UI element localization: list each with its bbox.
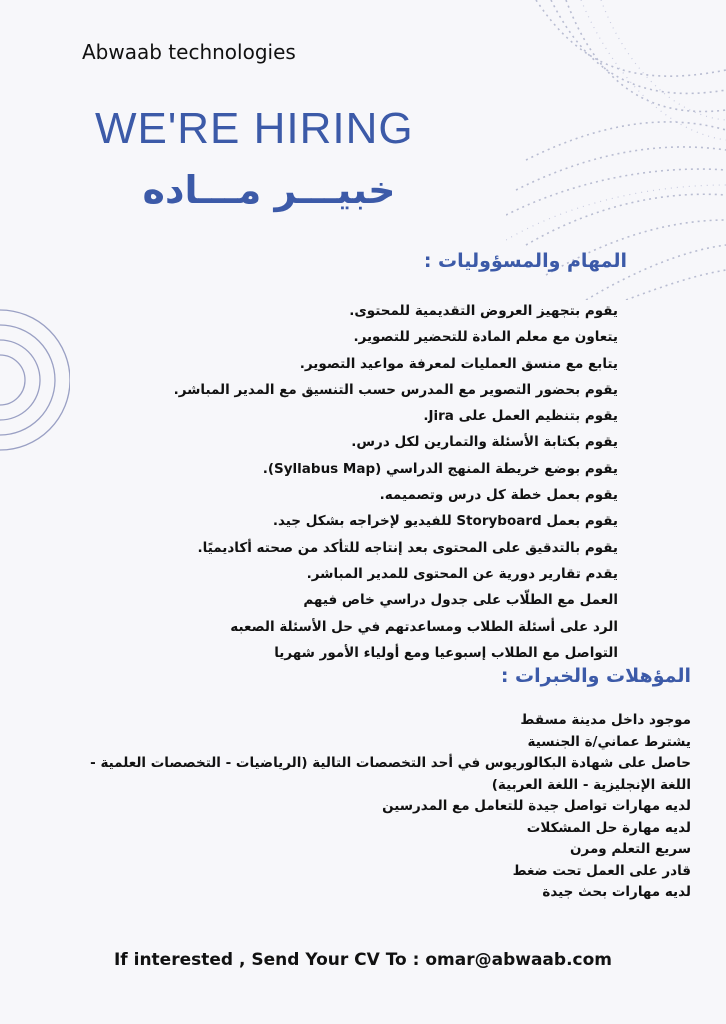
responsibility-item: يتابع مع منسق العمليات لمعرفة مواعيد التصوير. [299,355,618,372]
responsibilities-list [98,298,618,666]
qualification-item: موجود داخل مدينة مسقط [520,712,691,728]
qualifications-heading: المؤهلات والخبرات : [500,665,691,687]
contact-footer: If interested , Send Your CV To : omar@abwaab.com [113,950,612,970]
responsibility-item: يقوم بكتابة الأسئلة والتمارين لكل درس. [351,434,618,451]
job-title: خبيـــر مـــاده [142,168,396,212]
arc-lines-decoration [0,290,70,470]
responsibility-item: الرد على أسئلة الطلاب ومساعدتهم في حل الأسئلة الصعبه [230,618,618,635]
responsibility-item: يتعاون مع معلم المادة للتحضير للتصوير. [353,329,618,346]
qualification-item: حاصل على شهادة البكالوريوس في أحد التخصصات التالية (الرياضيات - التخصصات العلمية - اللغة الإنجليزية - اللغة العربية) [90,755,691,793]
responsibility-item: التواصل مع الطلاب إسبوعيا ومع أولياء الأمور شهريا [274,644,618,661]
qualification-item: قادر على العمل تحت ضغط [512,862,691,879]
qualification-item: لديه مهارة حل المشكلات [526,819,691,836]
qualification-item: سريع التعلم ومرن [570,841,691,857]
responsibility-item: يقوم بعمل Storyboard للفيديو لإخراجه بشكل جيد. [272,513,618,530]
company-name: Abwaab technologies [82,40,296,64]
responsibility-item: يقوم بوضع خريطة المنهج الدراسي (Syllabus Map). [262,460,618,477]
responsibilities-heading: المهام والمسؤوليات : [423,250,627,272]
responsibility-item: يقوم بعمل خطة كل درس وتصميمه. [379,487,618,504]
responsibility-item: يقوم بتنظيم العمل على Jira. [423,408,618,425]
responsibility-item: يقوم بالتدقيق على المحتوى بعد إنتاجه للتأكد من صحته أكاديميًا. [197,539,618,556]
qualification-item: لديه مهارات بحث جيدة [542,884,691,900]
page-title: WE'RE HIRING [95,104,414,153]
qualifications-list [71,710,691,904]
qualification-item: يشترط عماني/ة الجنسية [527,733,691,750]
responsibility-item: يقوم بحضور التصوير مع المدرس حسب التنسيق مع المدير المباشر. [173,381,618,398]
qualification-item: لديه مهارات تواصل جيدة للتعامل مع المدرسين [382,798,691,814]
responsibility-item: يقدم تقارير دورية عن المحتوى للمدير المباشر. [306,565,618,582]
responsibility-item: يقوم بتجهيز العروض التقديمية للمحتوى. [349,303,618,319]
responsibility-item: العمل مع الطلّاب على جدول دراسي خاص فيهم [303,592,618,609]
